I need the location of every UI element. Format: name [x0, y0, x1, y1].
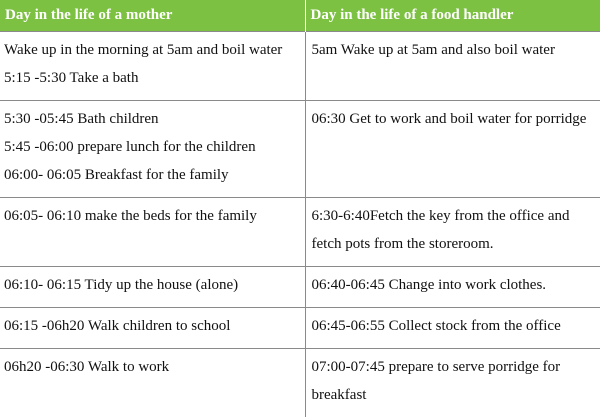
header-mother: Day in the life of a mother [0, 0, 305, 32]
handler-cell [305, 308, 600, 349]
handler-cell [305, 32, 600, 101]
cell-line: 6:30-6:40Fetch the key from the office and [312, 202, 600, 230]
mother-cell [0, 32, 305, 101]
table-row [0, 349, 600, 417]
mother-cell [0, 267, 305, 308]
header-row [0, 0, 600, 32]
cell-line: 06:15 -06h20 Walk children to school [4, 312, 299, 340]
cell-line: Wake up in the morning at 5am and boil water [4, 36, 299, 64]
cell-line: 06:05- 06:10 make the beds for the family [4, 202, 299, 230]
handler-cell [305, 101, 600, 198]
cell-line: breakfast [312, 381, 600, 409]
table-row [0, 267, 600, 308]
cell-line: 5am Wake up at 5am and also boil water [312, 36, 600, 64]
cell-line: 06:30 Get to work and boil water for porridge [312, 105, 600, 133]
cell-line: 06:10- 06:15 Tidy up the house (alone) [4, 271, 299, 299]
table-row [0, 198, 600, 267]
mother-cell [0, 198, 305, 267]
cell-line: 5:15 -5:30 Take a bath [4, 64, 299, 92]
handler-cell [305, 349, 600, 417]
cell-line: 06:45-06:55 Collect stock from the office [312, 312, 600, 340]
mother-cell [0, 308, 305, 349]
mother-cell [0, 349, 305, 417]
cell-line: 5:45 -06:00 prepare lunch for the children [4, 133, 299, 161]
header-food-handler: Day in the life of a food handler [305, 0, 600, 32]
cell-line: 07:00-07:45 prepare to serve porridge for [312, 353, 600, 381]
cell-line: fetch pots from the storeroom. [312, 230, 600, 258]
table-row [0, 308, 600, 349]
cell-line: 06h20 -06:30 Walk to work [4, 353, 299, 381]
mother-cell [0, 101, 305, 198]
cell-line: 5:30 -05:45 Bath children [4, 105, 299, 133]
handler-cell [305, 198, 600, 267]
cell-line: 06:00- 06:05 Breakfast for the family [4, 161, 299, 189]
table-row [0, 101, 600, 198]
cell-line: 06:40-06:45 Change into work clothes. [312, 271, 600, 299]
table-row [0, 32, 600, 101]
handler-cell [305, 267, 600, 308]
